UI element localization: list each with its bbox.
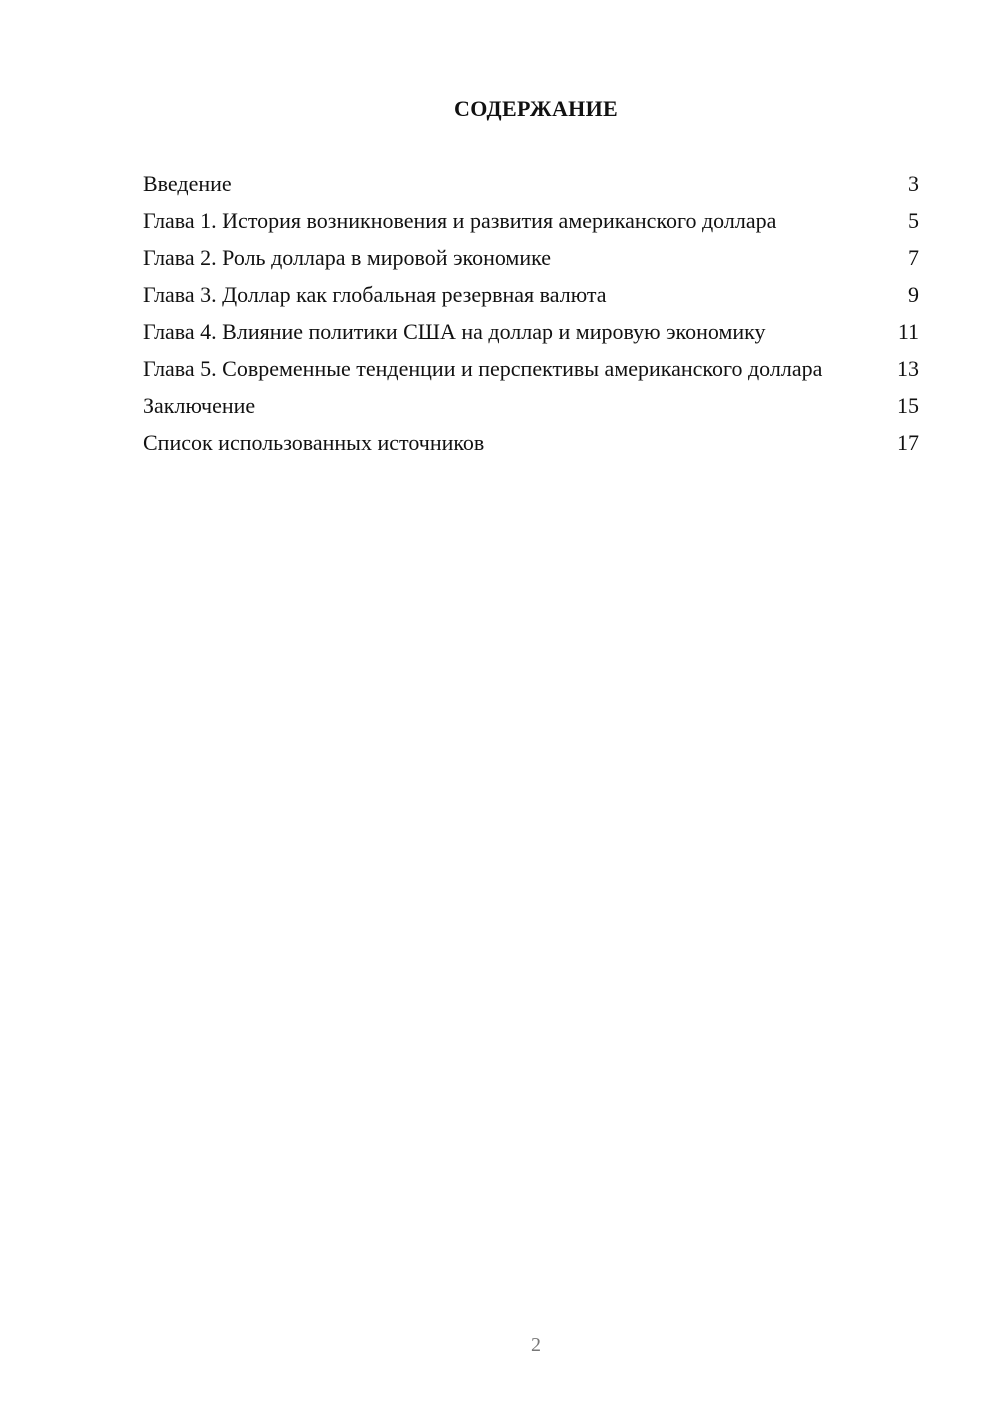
toc-item-page: 9 xyxy=(908,282,919,307)
toc-item-page: 11 xyxy=(897,319,919,344)
table-of-contents xyxy=(143,170,919,466)
toc-item-text: Глава 2. Роль доллара в мировой экономике xyxy=(143,245,552,270)
toc-item-text: Глава 1. История возникновения и развития американского доллара xyxy=(143,208,777,233)
toc-item xyxy=(143,207,919,235)
toc-item xyxy=(143,392,919,420)
toc-item-page: 3 xyxy=(908,171,919,196)
toc-item-page: 13 xyxy=(897,356,919,381)
page-number: 2 xyxy=(531,1334,541,1356)
toc-item xyxy=(143,281,919,309)
toc-item-text: Глава 4. Влияние политики США на доллар и мировую экономику xyxy=(143,319,766,344)
toc-item-page: 5 xyxy=(908,208,919,233)
toc-item xyxy=(143,355,919,383)
toc-item-text: Глава 5. Современные тенденции и перспективы американского доллара xyxy=(143,356,823,381)
toc-item xyxy=(143,170,919,198)
toc-item xyxy=(143,429,919,457)
toc-item-text: Введение xyxy=(143,171,232,196)
toc-item-text: Заключение xyxy=(143,393,256,418)
toc-item-page: 15 xyxy=(897,393,919,418)
toc-item xyxy=(143,318,919,346)
toc-item-page: 17 xyxy=(897,430,919,455)
toc-item-text: Список использованных источников xyxy=(143,430,485,455)
toc-title: СОДЕРЖАНИЕ xyxy=(454,96,618,121)
toc-item-text: Глава 3. Доллар как глобальная резервная валюта xyxy=(143,282,607,307)
toc-item-page: 7 xyxy=(908,245,919,270)
toc-item xyxy=(143,244,919,272)
